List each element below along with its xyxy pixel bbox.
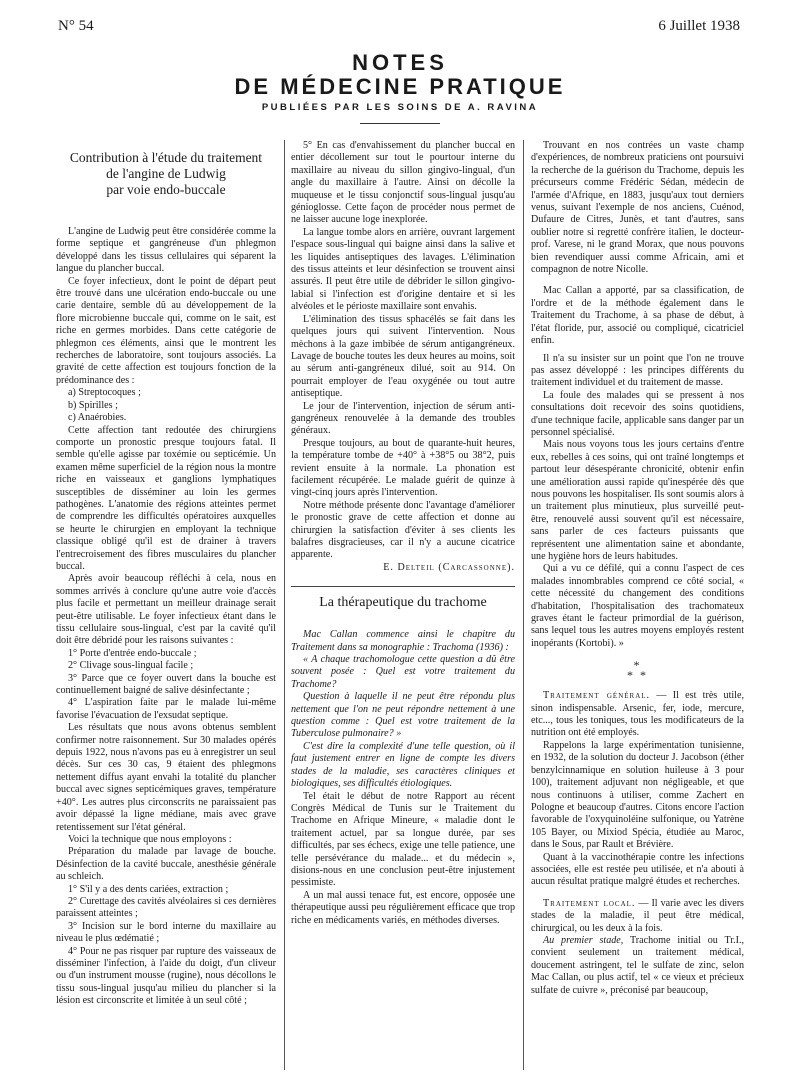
paragraph: Mac Callan a apporté, par sa classification, de l'ordre et de la méthode également dans le Traitement du Trachome, à sa phase de début, à l'état floride, pur, associé ou compliqué, cicatriciel enfin.: [531, 285, 744, 347]
paragraph: Quant à la vaccinothérapie contre les infections associées, elle est restée peu utilisée, et n'a abouti à aucun résultat pratique malgré études et recherches.: [531, 851, 744, 888]
asterism-line: * *: [627, 668, 648, 683]
paragraph: Ce foyer infectieux, dont le point de départ peut être trouvé dans une ulcération endo-buccale ou une carie dentaire, semble dû au développement de la flore microbienne buccale qui, comme on le sait, est riche en germes morbides. Dans cette catégorie de phlegmon ces éléments, ainsi que le montrent les recherches de laboratoire, sont toujours associés. La gravité de cette affection est toujours fonction de la prédominance des :: [56, 275, 276, 386]
paragraph: [531, 935, 744, 997]
article1-title-line: Contribution à l'étude du traitement: [69, 150, 263, 165]
section-text: — Il est très utile, sinon indispensable. Arsenic, fer, iode, mercure, etc..., tous les toniques, tous les modificateurs de la nutrition ont été employés.: [531, 690, 744, 739]
list-item: 4° Pour ne pas risquer par rupture des vaisseaux de disséminer l'infection, à l'aide du doigt, d'un cliveur ou d'un instrument mousse (rugine), nous décollons le tissu sous-lingual jusqu'au milieu du plancher si la lésion est circonscrite et limitée à un seul côté ;: [56, 945, 276, 1007]
paragraph: Préparation du malade par lavage de bouche. Désinfection de la cavité buccale, anesthésie générale au schleich.: [56, 846, 276, 883]
column-2: [291, 140, 515, 1070]
author-signature: E. Delteil (Carcassonne).: [383, 561, 515, 573]
column-divider-2: [523, 140, 524, 1070]
masthead-editor: PUBLIÉES PAR LES SOINS DE A. RAVINA: [261, 102, 539, 113]
list-item: 4° L'aspiration faite par le malade lui-même favorise l'évacuation de l'exsudat septique.: [56, 697, 276, 721]
stage-text: Trachome initial ou Tr.I., convient seulement un traitement médical, doucement astringent, tel le sulfate de zinc, selon Mac Callan, ou plus actif, tel « ce vieux et précieux sulfate de cuivre », préconisé par beaucoup,: [531, 934, 744, 996]
article1-title: [56, 150, 276, 198]
asterism: [531, 658, 744, 683]
quote: C'est dire la complexité d'une telle question, où il faut justement entrer en ligne de compte les divers stades de la maladie, ses caractères cliniques et biologiques, ses difficultés étiologiques.: [291, 740, 515, 790]
column-3: [531, 140, 744, 1070]
paragraph: [531, 898, 744, 935]
list-item: 5° En cas d'envahissement du plancher buccal en entier décollement sur tout le pourtour interne du maxillaire au niveau du sillon gingivo-lingual, d'un angle du maxillaire à l'autre. Ainsi on décolle la muqueuse et le tissu conjonctif sous-lingual jusqu'au génioglosse. Cette façon de procéder nous permet de ne laisser aucune loge inexplorée.: [291, 140, 515, 226]
paragraph: Mais nous voyons tous les jours certains d'entre eux, rebelles à ces soins, qui ont traîné longtemps et partout leur désespérante chronicité, obtenir enfin une amélioration aussi rapide qu'inespérée dès que nous pouvons les hospitaliser. Ils sont soumis alors à un traitement plus minutieux, plus surveillé peut-être, renouvelé aussi souvent qu'il est nécessaire, sans parler de ces facteurs puissants que représentent une alimentation saine et abondante, une hygiène hors de leurs habitudes.: [531, 439, 744, 562]
paragraph: Voici la technique que nous employons :: [68, 833, 232, 845]
paragraph: La langue tombe alors en arrière, ouvrant largement l'espace sous-lingual qui baigne ainsi dans la salive et les liquides antiseptiques des lavages. L'élimination des tissus atteints et leur désinfection se trouvent ainsi assurés. Il peut être utile de débrider le sillon gingivo-labial si l'infection est d'origine dentaire et si les alvéoles et le périoste maxillaire sont envahis.: [291, 226, 515, 313]
article1-title-line: de l'angine de Ludwig: [106, 166, 226, 181]
paragraph: Il n'a su insister sur un point que l'on ne trouve pas assez développé : les principes différents du traitement individuel et du traitement de masse.: [531, 352, 744, 389]
issue-number: N° 54: [58, 18, 94, 34]
paragraph: Rappelons la large expérimentation tunisienne, en 1932, de la solution du docteur J. Jacobson (éther benzylcinnamique en solution huileuse à 3 pour 100), traitement adjuvant non négligeable, et que nous continuons à utiliser, comme Zachert en Pologne et beaucoup d'autres. Citons encore l'action favorable de l'oxyquinoléine sulfonique, ou Yatrène 105 Bayer, ou Mixiod Spécia, étudiée au Maroc, dans le Sous, par Rault et Brévière.: [531, 739, 744, 851]
paragraph: L'élimination des tissus sphacélés se fait dans les quelques jours qui suivent l'intervention. Nous mèchons à la gaze imbibée de sérum antigangréneux. Lavage de bouche toutes les deux heures au moins, soit au sérum anti-gangréneux dilué, soit au 914. On pourrait employer de l'eau oxygénée ou tout autre antiseptique.: [291, 313, 515, 400]
list-item: a) Streptocoques ;: [68, 387, 141, 399]
article2-title: La thérapeutique du trachome: [319, 595, 487, 611]
quote: Question à laquelle il ne peut être répondu plus nettement que l'on ne peut répondre nettement à une question comme : Quel est votre traitement de la Tuberculose pulmonaire? »: [291, 691, 515, 740]
paragraph: Les résultats que nous avons obtenus semblent confirmer notre raisonnement. Sur 30 malades opérés depuis 1922, nous n'avons pas eu à enregistrer un seul décès. Sur ces 30 cas, 9 étaient des phlegmons nettement diffus ayant envahi la totalité du plancher buccal avec signes septicémiques graves, température +40°. Les autres plus circonscrits ne paraissaient pas avoir dépassé la ligne médiane, mais avec grave retentissement sur l'état général.: [56, 722, 276, 833]
column-divider-1: [284, 140, 285, 1070]
list-item: 2° Curettage des cavités alvéolaires si ces dernières paraissent atteintes ;: [56, 895, 276, 920]
list-item: 2° Clivage sous-lingual facile ;: [68, 660, 194, 672]
paragraph: Le jour de l'intervention, injection de sérum anti-gangréneux renouvelée à la demande des troubles généraux.: [291, 400, 515, 437]
article-separator: [291, 586, 515, 587]
column-1: [56, 140, 276, 1070]
asterism-line: *: [633, 658, 642, 673]
paragraph: Qui a vu ce défilé, qui a connu l'aspect de ces malades innombrables comprend ce côté social, « cette nécessité du changement des conditions d'habitation, l'hospitalisation des trachomateux graves étant le facteur primordial de la guérison, sans lequel tous les autres moyens employés restent inopérants (Kortobi). »: [531, 563, 744, 649]
issue-date: 6 Juillet 1938: [658, 18, 740, 34]
list-item: 3° Parce que ce foyer ouvert dans la bouche est continuellement baigné de salive désinfectante ;: [56, 672, 276, 697]
masthead-rule: [360, 123, 440, 124]
list-item: b) Spirilles ;: [68, 399, 118, 411]
masthead-subtitle: DE MÉDECINE PRATIQUE: [234, 74, 566, 99]
paragraph: [531, 690, 744, 740]
list-item: 1° S'il y a des dents cariées, extraction ;: [68, 883, 229, 895]
paragraph: Tel était le début de notre Rapport au récent Congrès Médical de Tunis sur le Traitement du Trachome en Afrique Mineure, « maladie dont le traitement actuel, par sa longue durée, par ses difficultés, par ses échecs, exige une telle patience, une telle persévérance du malade... et du médecin », disions-nous en une conclusion peut-être injustement pessimiste.: [291, 790, 515, 889]
quote: « A chaque trachomologue cette question a dû être souvent posée : Quel est votre traitement du Trachome?: [291, 654, 515, 690]
stage-label: Au premier stade,: [543, 934, 624, 946]
list-item: 3° Incision sur le bord interne du maxillaire au niveau le plus œdématié ;: [56, 920, 276, 945]
paragraph: Trouvant en nos contrées un vaste champ d'expériences, de nombreux praticiens ont poursuivi la recherche de la guérison du Trachome, depuis les précurseurs comme Frédéric Sédan, médecin de l'armée d'Afrique, en 1883, jusqu'aux tout derniers venus, suivant l'exemple de nos anciens, Cuénod, Dufaure de Citres, Junès, et tant d'autres, sans oublier notre si regretté confrère italien, le docteur-prof. Varese, ni le grand Morax, que nous pouvons bien revendiquer aussi comme Africain, ami et compagnon de notre Nicolle.: [531, 140, 744, 276]
paragraph: Après avoir beaucoup réfléchi à cela, nous en sommes arrivés à conclure qu'une autre voie d'accès plus facile et permettant un meilleur drainage serait peut-être utilisable. Le foyer infectieux étant dans le tissu cellulaire sous-lingual, c'est par la cavité qu'il doit être débridé pour les raisons suivantes :: [56, 573, 276, 647]
paragraph: A un mal aussi tenace fut, est encore, opposée une thérapeutique aussi peu régulièrement efficace que trop riche en médicaments variés, en méthodes diverses.: [291, 889, 515, 926]
article1-title-line: par voie endo-buccale: [106, 182, 226, 197]
paragraph: Notre méthode présente donc l'avantage d'améliorer le pronostic grave de cette affection et donne au chirurgien la satisfaction d'éviter à ses clients les balafres disgracieuses, car il n'y a aucune cicatrice apparente.: [291, 499, 515, 561]
list-item: 1° Porte d'entrée endo-buccale ;: [68, 647, 197, 659]
section-label: Traitement local.: [543, 897, 636, 909]
paragraph: La foule des malades qui se pressent à nos consultations doit recevoir des soins quotidiens, d'une technique facile, applicable sans danger par un personnel spécialisé.: [531, 389, 744, 438]
masthead-title: NOTES: [352, 50, 448, 75]
paragraph: Mac Callan commence ainsi le chapitre du Traitement dans sa monographie : Trachoma (1936) :: [291, 629, 515, 653]
list-item: c) Anaérobies.: [68, 412, 127, 424]
paragraph: L'angine de Ludwig peut être considérée comme la forme septique et gangréneuse d'un phlegmon développé dans les tissus cellulaires qui séparent la langue du plancher buccal.: [56, 226, 276, 275]
paragraph: Presque toujours, au bout de quarante-huit heures, la température tombe de +40° à +38°5 ou 38°2, puis revient ensuite à la normale. La phonation est facilement récupérée. Le malade guérit de quinze à vingt-cinq jours après l'intervention.: [291, 437, 515, 499]
section-label: Traitement général.: [543, 690, 651, 702]
paragraph: Cette affection tant redoutée des chirurgiens comporte un pronostic presque toujours fatal. Il semble qu'elle agisse par toxémie ou septicémie. Un examen même superficiel de la région nous la montre riche en vaisseaux et ganglions lymphatiques susceptibles de disséminer au loin les germes pathogènes. L'anatomie des régions atteintes permet de comprendre les difficultés opératoires auxquelles se heurte le chirurgien en employant la technique classique obligé qu'il est de drainer à travers l'entrecroisement des fibres musculaires du plancher buccal.: [56, 424, 276, 572]
section-text: — Il varie avec les divers stades de la maladie, il peut être médical, chirurgical, ou les deux à la fois.: [531, 897, 744, 934]
